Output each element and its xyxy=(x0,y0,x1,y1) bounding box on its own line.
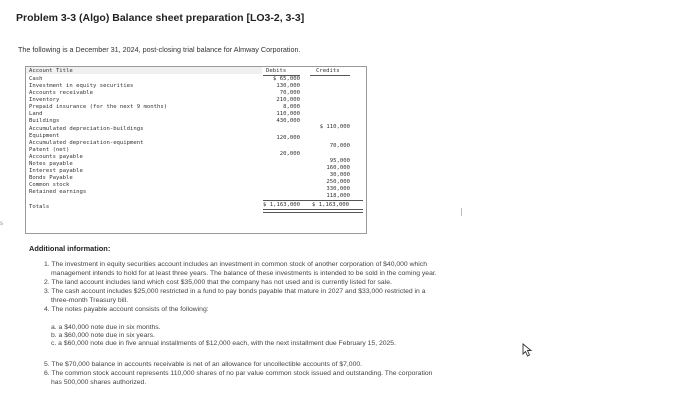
row-accum-dep-equipment-label: Accumulated depreciation-equipment xyxy=(29,140,144,146)
row-interest-payable-label: Interest payable xyxy=(29,168,83,174)
mouse-pointer-icon xyxy=(522,343,534,357)
credits-header: Credits xyxy=(316,68,340,74)
note-6-line-1: 6. The common stock account represents 110,000 shares of no par value common stock issued and outstanding. The corporation xyxy=(44,370,433,377)
totals-top-rule xyxy=(263,200,363,201)
intro-text: The following is a December 31, 2024, post-closing trial balance for Almway Corporation. xyxy=(18,45,301,54)
totals-credit: $ 1,163,000 xyxy=(312,202,350,208)
row-accum-dep-buildings-label: Accumulated depreciation-buildings xyxy=(29,126,144,132)
note-1-line-2: management intends to hold for at least three years. The balance of these investments is intended to be sold in the coming year. xyxy=(51,270,437,277)
note-4a: a. a $40,000 note due in six months. xyxy=(51,324,161,331)
row-land-debit: 110,000 xyxy=(276,111,300,117)
totals-double-rule xyxy=(263,209,363,213)
row-common-stock-label: Common stock xyxy=(29,182,70,188)
note-4c: c. a $60,000 note due in five annual installments of $12,000 each, with the next installment due February 15, 2025. xyxy=(51,340,396,347)
row-bonds-payable-credit: 250,000 xyxy=(326,179,350,185)
row-prepaid-label: Prepaid insurance (for the next 9 months) xyxy=(29,104,168,110)
row-notes-payable-credit: 160,000 xyxy=(326,165,350,171)
row-buildings-debit: 430,000 xyxy=(276,118,300,124)
row-inventory-label: Inventory xyxy=(29,97,60,103)
credits-header-rule xyxy=(310,75,350,76)
row-inventory-debit: 210,000 xyxy=(276,97,300,103)
row-accum-dep-buildings-credit: $ 110,000 xyxy=(319,124,350,130)
row-equipment-label: Equipment xyxy=(29,133,60,139)
row-common-stock-credit: 330,000 xyxy=(326,186,350,192)
note-4b: b. a $60,000 note due in six years. xyxy=(51,332,155,339)
note-2: 2. The land account includes land which cost $35,000 that the company has not used and is currently listed for sale. xyxy=(44,279,392,286)
row-investment-label: Investment in equity securities xyxy=(29,83,134,89)
note-3-line-2: three-month Treasury bill. xyxy=(51,297,129,304)
row-retained-earnings-credit: 118,000 xyxy=(326,193,350,199)
problem-title: Problem 3-3 (Algo) Balance sheet preparation [LO3-2, 3-3] xyxy=(16,12,305,24)
note-5: 5. The $70,000 balance in accounts receivable is net of an allowance for uncollectible accounts of $7,000. xyxy=(44,361,363,368)
row-receivable-debit: 70,000 xyxy=(279,90,300,96)
row-cash-debit: $ 65,000 xyxy=(273,76,300,82)
margin-mark: s xyxy=(0,221,3,227)
row-buildings-label: Buildings xyxy=(29,118,60,124)
row-accounts-payable-label: Accounts payable xyxy=(29,154,83,160)
note-3-line-1: 3. The cash account includes $25,000 restricted in a fund to pay bonds payable that mature in 2027 and $33,000 restricted in a xyxy=(44,288,426,295)
row-patent-label: Patent (net) xyxy=(29,147,70,153)
row-prepaid-debit: 8,000 xyxy=(283,104,300,110)
note-1-line-1: 1. The investment in equity securities account includes an investment in common stock of another corporation of $40,000 which xyxy=(44,261,427,268)
row-accounts-payable-credit: 95,000 xyxy=(329,158,350,164)
note-6-line-2: has 500,000 shares authorized. xyxy=(51,379,147,386)
row-accum-dep-equipment-credit: 70,000 xyxy=(329,143,350,149)
row-cash-label: Cash xyxy=(29,76,43,82)
row-retained-earnings-label: Retained earnings xyxy=(29,189,87,195)
totals-debit: $ 1,163,000 xyxy=(263,202,301,208)
additional-info-title: Additional information: xyxy=(29,244,111,253)
row-interest-payable-credit: 30,000 xyxy=(329,172,350,178)
row-patent-debit: 20,000 xyxy=(279,151,300,157)
totals-label: Totals xyxy=(29,204,50,210)
row-receivable-label: Accounts receivable xyxy=(29,90,93,96)
account-title-header: Account Title xyxy=(29,68,73,74)
row-bonds-payable-label: Bonds Payable xyxy=(29,175,73,181)
row-notes-payable-label: Notes payable xyxy=(29,161,73,167)
trial-balance-table xyxy=(25,66,367,234)
debits-header: Debits xyxy=(266,68,287,74)
row-investment-debit: 130,000 xyxy=(276,83,300,89)
note-4: 4. The notes payable account consists of the following: xyxy=(44,306,209,313)
row-equipment-debit: 120,000 xyxy=(276,135,300,141)
row-land-label: Land xyxy=(29,111,43,117)
text-cursor-mark xyxy=(461,208,462,216)
